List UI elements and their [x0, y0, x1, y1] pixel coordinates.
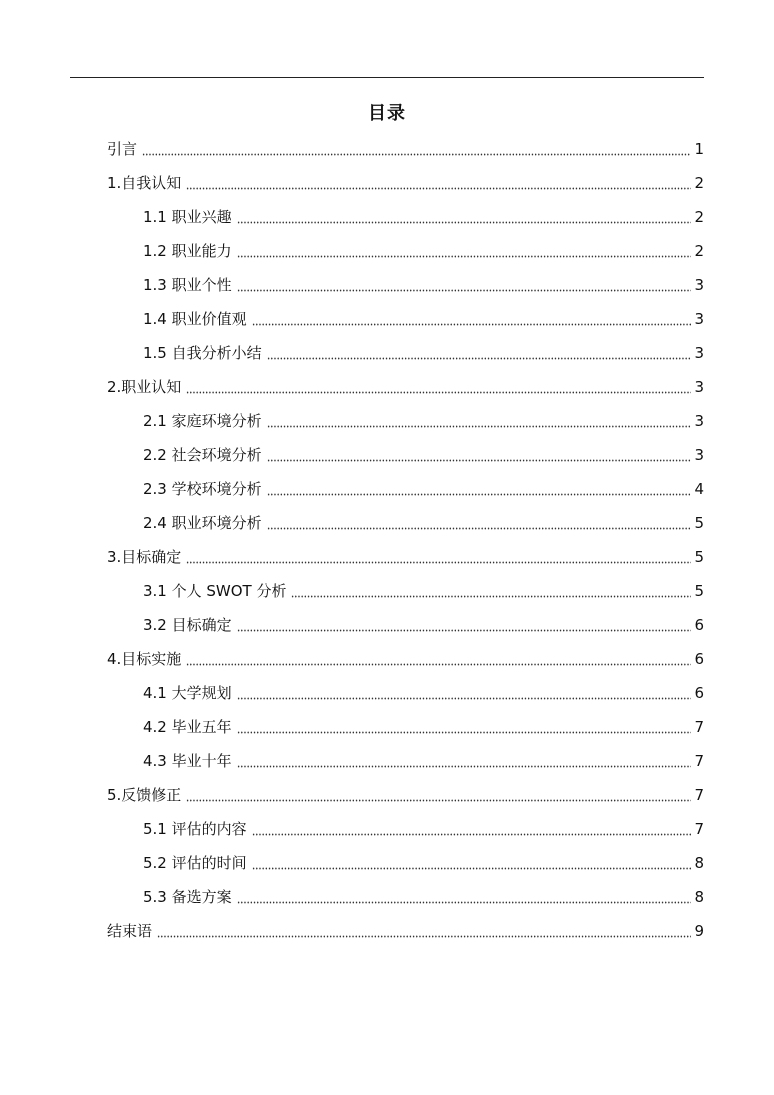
toc-dot-leader: [267, 472, 692, 506]
toc-entry-label: 5.反馈修正: [107, 786, 182, 804]
toc-title: 目录: [368, 103, 406, 124]
toc-entry-section[interactable]: [143, 812, 704, 846]
toc-dot-leader: [237, 200, 692, 234]
toc-dot-leader: [237, 880, 692, 914]
toc-dot-leader: [267, 404, 692, 438]
toc-dot-leader: [186, 540, 691, 574]
toc-dot-leader: [291, 574, 691, 608]
toc-entry-chapter[interactable]: [107, 166, 704, 200]
header-rule: [70, 77, 704, 78]
toc-dot-leader: [237, 676, 692, 710]
toc-page-number: 3: [694, 310, 704, 328]
toc-page-number: 6: [694, 650, 704, 668]
toc-entry-label: 1.1 职业兴趣: [143, 208, 232, 226]
toc-entry-section[interactable]: [143, 404, 704, 438]
toc-page-number: 7: [694, 820, 704, 838]
toc-entry-label: 5.2 评估的时间: [143, 854, 247, 872]
toc-entry-label: 5.1 评估的内容: [143, 820, 247, 838]
toc-entry-label: 4.1 大学规划: [143, 684, 232, 702]
toc-page-number: 8: [694, 854, 704, 872]
toc-entry-section[interactable]: [143, 880, 704, 914]
toc-page-number: 3: [694, 378, 704, 396]
toc-page-number: 5: [694, 582, 704, 600]
toc-page-number: 2: [694, 242, 704, 260]
toc-dot-leader: [237, 608, 692, 642]
toc-entry-section[interactable]: [143, 676, 704, 710]
toc-entry-label: 2.3 学校环境分析: [143, 480, 262, 498]
toc-page-number: 3: [694, 276, 704, 294]
toc-entry-label: 2.职业认知: [107, 378, 182, 396]
toc-dot-leader: [267, 506, 692, 540]
toc-dot-leader: [252, 812, 692, 846]
toc-entry-chapter[interactable]: [107, 778, 704, 812]
toc-entry-label: 4.2 毕业五年: [143, 718, 232, 736]
toc-entry-label: 4.目标实施: [107, 650, 182, 668]
toc-page-number: 6: [694, 684, 704, 702]
toc-entry-section[interactable]: [143, 506, 704, 540]
toc-entry-section[interactable]: [143, 846, 704, 880]
toc-entry-label: 2.4 职业环境分析: [143, 514, 262, 532]
toc-page-number: 7: [694, 752, 704, 770]
toc-entry-chapter[interactable]: [107, 642, 704, 676]
toc-entry-section[interactable]: [143, 200, 704, 234]
toc-entry-label: 1.5 自我分析小结: [143, 344, 262, 362]
toc-page-number: 7: [694, 718, 704, 736]
toc-entry-label: 1.3 职业个性: [143, 276, 232, 294]
toc-entry-section[interactable]: [143, 438, 704, 472]
toc-entry-section[interactable]: [143, 574, 704, 608]
toc-page-number: 1: [694, 140, 704, 158]
toc-entry-section[interactable]: [143, 744, 704, 778]
toc-entry-label: 1.自我认知: [107, 174, 182, 192]
toc-dot-leader: [186, 166, 691, 200]
toc-entry-section[interactable]: [143, 234, 704, 268]
toc-entry-label: 结束语: [107, 922, 153, 940]
toc-page-number: 3: [694, 446, 704, 464]
toc-entry-section[interactable]: [143, 472, 704, 506]
toc-entry-chapter[interactable]: [107, 370, 704, 404]
toc-dot-leader: [267, 438, 692, 472]
toc-dot-leader: [186, 370, 691, 404]
toc-page-number: 2: [694, 174, 704, 192]
toc-entry-chapter[interactable]: [107, 540, 704, 574]
toc-entry-label: 1.4 职业价值观: [143, 310, 247, 328]
toc-entry-label: 5.3 备选方案: [143, 888, 232, 906]
toc-entry-label: 3.1 个人 SWOT 分析: [143, 582, 287, 600]
toc-dot-leader: [237, 744, 692, 778]
toc-entry-section[interactable]: [143, 608, 704, 642]
toc-entry-section[interactable]: [143, 710, 704, 744]
toc-entry-label: 2.1 家庭环境分析: [143, 412, 262, 430]
toc-dot-leader: [237, 234, 692, 268]
toc-dot-leader: [186, 778, 691, 812]
toc-page-number: 3: [694, 412, 704, 430]
toc-dot-leader: [237, 710, 692, 744]
toc-entry-chapter[interactable]: [107, 132, 704, 166]
toc-page-number: 7: [694, 786, 704, 804]
toc-entry-section[interactable]: [143, 268, 704, 302]
toc-entry-section[interactable]: [143, 302, 704, 336]
toc-entry-label: 2.2 社会环境分析: [143, 446, 262, 464]
toc-entry-label: 3.目标确定: [107, 548, 182, 566]
toc-page-number: 2: [694, 208, 704, 226]
toc-dot-leader: [252, 302, 692, 336]
toc-page-number: 5: [694, 548, 704, 566]
toc-page-number: 4: [694, 480, 704, 498]
toc-entry-label: 引言: [107, 140, 138, 158]
toc-page-number: 3: [694, 344, 704, 362]
toc-dot-leader: [186, 642, 691, 676]
toc-dot-leader: [237, 268, 692, 302]
toc-dot-leader: [157, 914, 691, 948]
toc-page-number: 9: [694, 922, 704, 940]
toc-dot-leader: [142, 132, 691, 166]
toc-dot-leader: [252, 846, 692, 880]
toc-entry-chapter[interactable]: [107, 914, 704, 948]
toc-page-number: 8: [694, 888, 704, 906]
toc-entry-label: 3.2 目标确定: [143, 616, 232, 634]
toc-page-number: 5: [694, 514, 704, 532]
toc-entry-label: 4.3 毕业十年: [143, 752, 232, 770]
toc-entry-label: 1.2 职业能力: [143, 242, 232, 260]
toc-entry-section[interactable]: [143, 336, 704, 370]
toc-dot-leader: [267, 336, 692, 370]
toc-page-number: 6: [694, 616, 704, 634]
